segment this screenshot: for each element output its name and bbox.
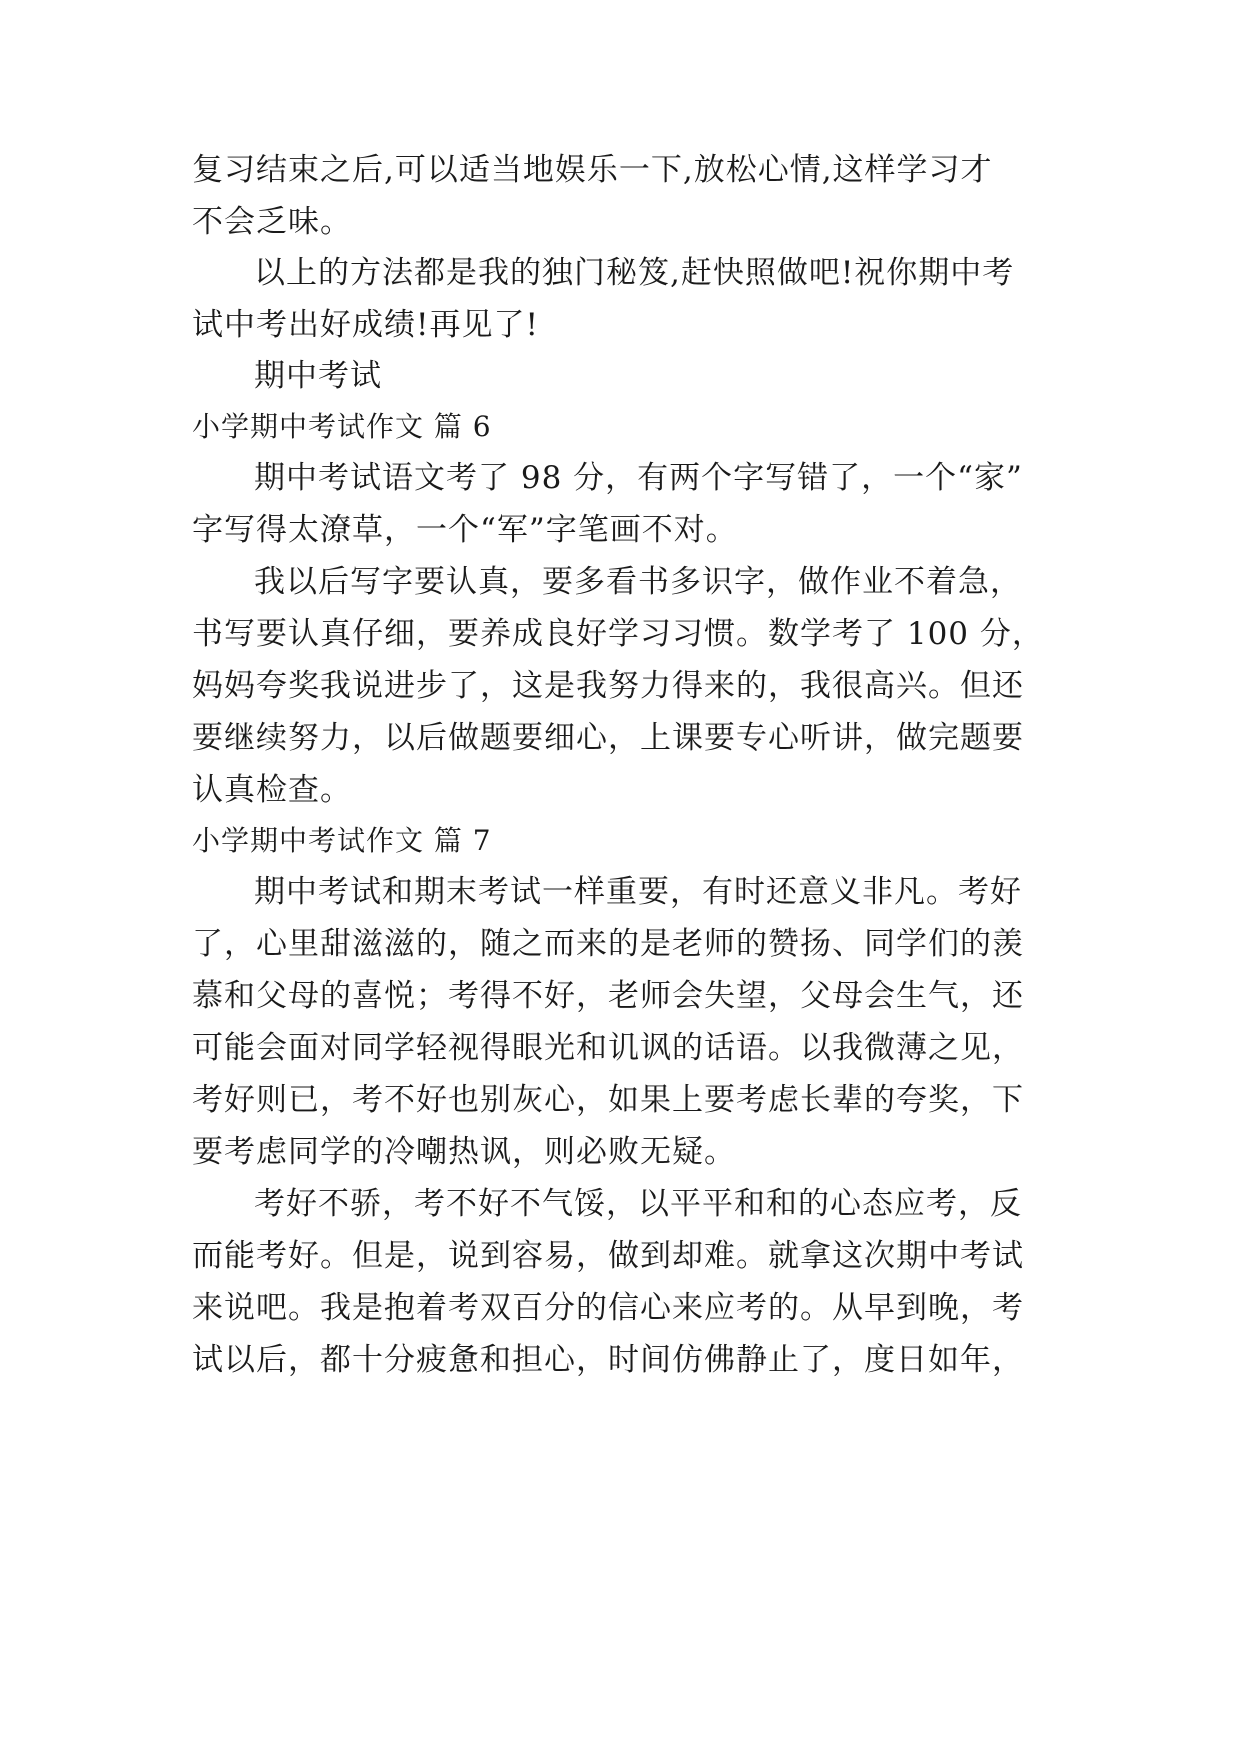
text-line: 书写要认真仔细，要养成良好学习习惯。数学考了 100 分， (192, 616, 1044, 652)
text-line: 期中考试 (254, 358, 382, 394)
text-line: 我以后写字要认真，要多看书多识字，做作业不着急， (254, 564, 1022, 600)
text-line: 可能会面对同学轻视得眼光和讥讽的话语。以我微薄之见， (192, 1030, 1024, 1066)
text-line: 期中考试语文考了 98 分，有两个字写错了，一个“家” (254, 460, 1023, 496)
text-line: 试中考出好成绩!再见了! (192, 307, 539, 343)
text-line: 认真检查。 (192, 772, 352, 808)
text-line: 以上的方法都是我的独门秘笈,赶快照做吧!祝你期中考 (254, 255, 1015, 291)
section-heading: 小学期中考试作文 篇 6 (192, 410, 492, 443)
text-line: 要考虑同学的冷嘲热讽，则必败无疑。 (192, 1134, 736, 1170)
text-line: 字写得太潦草，一个“军”字笔画不对。 (192, 512, 738, 548)
text-line: 妈妈夸奖我说进步了，这是我努力得来的，我很高兴。但还 (192, 668, 1024, 704)
text-line: 来说吧。我是抱着考双百分的信心来应考的。从早到晚，考 (192, 1290, 1024, 1326)
text-line: 了，心里甜滋滋的，随之而来的是老师的赞扬、同学们的羡 (192, 926, 1024, 962)
text-line: 不会乏味。 (192, 204, 352, 240)
text-line: 试以后，都十分疲惫和担心，时间仿佛静止了，度日如年， (192, 1342, 1024, 1378)
text-line: 考好不骄，考不好不气馁，以平平和和的心态应考，反 (254, 1186, 1022, 1222)
text-line: 而能考好。但是，说到容易，做到却难。就拿这次期中考试 (192, 1238, 1024, 1274)
section-heading: 小学期中考试作文 篇 7 (192, 824, 492, 857)
text-line: 期中考试和期末考试一样重要，有时还意义非凡。考好 (254, 874, 1022, 910)
text-line: 慕和父母的喜悦；考得不好，老师会失望，父母会生气，还 (192, 978, 1024, 1014)
text-line: 要继续努力，以后做题要细心，上课要专心听讲，做完题要 (192, 720, 1024, 756)
text-line: 复习结束之后,可以适当地娱乐一下,放松心情,这样学习才 (192, 152, 993, 188)
text-line: 考好则已，考不好也别灰心，如果上要考虑长辈的夸奖，下 (192, 1082, 1024, 1118)
